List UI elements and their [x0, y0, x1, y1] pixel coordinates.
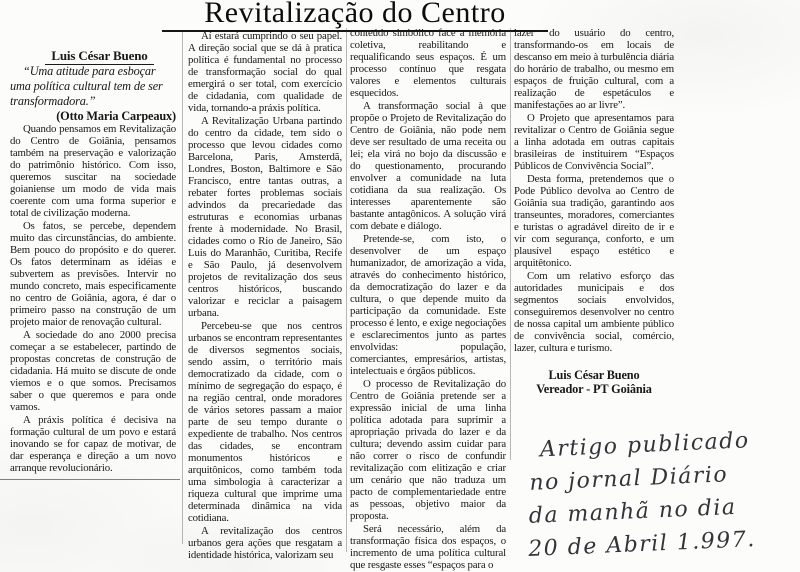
paragraph: Desta forma, pretendemos que o Pode Público devolva ao Centro de Goiânia sua tradição, garantindo aos transeuntes, moradores, comerciantes e turistas o agradável direito de ir e vir com segurança, conforto, e um plausível espaço estético e arquitêtonico. — [514, 173, 674, 269]
article-title: Revitalização do Centro — [162, 0, 548, 32]
column-divider-1 — [182, 32, 183, 544]
paragraph: A transformação social à que propõe o Projeto de Revitalização do Centro de Goiânia, não pode nem deve ser resultado de uma receita ou lei; ela virá no bojo da discussão e do questionamento, procurando envolver a comunidade na luta cotidiana da sua realização. Os interesses aparentemente são bastante antagônicos. A solução virá com debate e diálogo. — [350, 100, 506, 232]
paragraph: A revitalização dos centros urbanos gera ações que resgatam a identidade histórica, valorizam seu — [188, 525, 342, 561]
quote-attribution: (Otto Maria Carpeaux) — [56, 109, 176, 123]
column-divider-3 — [510, 28, 511, 460]
paragraph: conteúdo simbólico face a memória coletiva, reabilitando e requalificando seus espaços. É um processo contínuo que resgata valores e elementos culturais esquecidos. — [350, 27, 506, 99]
paragraph: A Revitalização Urbana partindo do centro da cidade, tem sido o processo que levou cidades como Barcelona, Paris, Amsterdã, Londres, Boston, Baltimore e São Francisco, entre tantas outras, a rebater fortes problemas sociais advindos da precariedade das estruturas e economias urbanas frente à modernidade. No Brasil, cidades como o Rio de Janeiro, São Luis do Maranhão, Curitiba, Recife e São Paulo, já desenvolvem projetos de revitalização dos seus centros históricos, buscando valorizar e reciclar a paisagem urbana. — [188, 115, 342, 319]
column-4 — [514, 27, 674, 396]
paragraph: O Projeto que apresentamos para revitalizar o Centro de Goiânia segue a linha adotada em outras capitais brasileiras de instituirem “Espaços Públicos de Convivência Social”. — [514, 112, 674, 172]
paragraph: Será necessário, além da transformação física dos espaços, o incremento de uma política cultural que resgaste esses “espaços para o — [350, 523, 506, 571]
author-byline: Luis César Bueno — [10, 48, 176, 63]
handwritten-line: no jornal Diário — [528, 462, 729, 496]
paragraph: Percebeu-se que nos centros urbanos se encontram representantes de diversos segmentos sociais, sendo assim, o território mais democratizado da cidade, com o mínimo de segregação do espaço, é na região central, onde moradores de vários setores passam a maior parte de seu tempo durante o expediente de trabalho. Nos centros das cidades, se encontram monumentos históricos e arquitônicos, como também toda uma simbologia à caracterizar a riqueza cultural que imprime uma determinada dinâmica na vida cotidiana. — [188, 320, 342, 524]
column-1 — [10, 48, 176, 475]
handwritten-line: Artigo publicado — [539, 428, 751, 463]
paragraph: A práxis política é decisiva na formação cultural de um povo e estará inovando se for capaz de motivar, de dar esperança e direção a um novo arranque revolucionário. — [10, 414, 176, 474]
scan-artifact-line — [0, 479, 180, 480]
paragraph: Os fatos, se percebe, dependem muito das circunstâncias, do ambiente. Bem pouco do propósito e do querer. Os fatos determinam as idéias e subvertem as previsões. Intervir no mundo concreto, mais especificamente no centro de Goiânia, agora, é dar o primeiro passo na construção de um projeto maior de renovação cultural. — [10, 220, 176, 328]
paragraph: A sociedade do ano 2000 precisa começar a se estabelecer, partindo de propostas concretas de construção de cidadania. Há muito se discute de onde viemos e o que somos. Precisamos saber o que queremos e para onde vamos. — [10, 329, 176, 413]
column-2 — [188, 30, 342, 562]
handwritten-note — [523, 422, 800, 566]
paragraph: O processo de Revitalização do Centro de Goiânia pretende ser a expressão inicial de uma linha política adotada para suprimir a apropriação privada do lazer e da cultura; devendo assim cuidar para não correr o risco de confundir revitalização com elitização e criar um cenário que não traduza um pacto de complementariedade entre as pessoas, objetivo maior da proposta. — [350, 378, 506, 522]
paragraph: Quando pensamos em Revitalização do Centro de Goiânia, pensamos também na preservação e valorização do patrimônio histórico. Com isso, queremos suscitar na sociedade goianiense um modo de vida mais coerente com uma forma superior e total de civilização moderna. — [10, 123, 176, 219]
column-3 — [350, 27, 506, 572]
paragraph: Com um relativo esforço das autoridades municipais e dos segmentos sociais envolvidos, conseguiremos desenvolver no centro de nossa capital um ambiente público de convivência social, comércio, lazer, cultura e turismo. — [514, 270, 674, 354]
signature-name: Luis César Bueno — [548, 368, 640, 382]
column-divider-2 — [346, 28, 347, 552]
paragraph: Aí estará cumprindo o seu papel. A direção social que se dá à pratica política é fundamental no processo de transformação social do qual emergirá o ser total, com exercício de cidadania, com qualidade de vida, tornando-a práxis política. — [188, 30, 342, 114]
signature-role: Vereador - PT Goiânia — [536, 382, 652, 396]
handwritten-line: 20 de Abril 1.997. — [527, 527, 757, 562]
pull-quote: “Uma atitude para esboçar uma política cultural tem de ser transformadora.” — [10, 64, 163, 108]
paragraph: lazer do usuário do centro, transformando-os em locais de descanso em meio à turbulência diária do horário de trabalho, ou mesmo em espaços de fruição cultural, com a realização de espetáculos e manifestações ao ar livre”. — [514, 27, 674, 111]
signature-block — [514, 368, 674, 396]
handwritten-line: da manhã no dia — [528, 494, 737, 529]
paragraph: Pretende-se, com isto, o desenvolver de um espaço humanizador, de amorização a vida, através do conhecimento histórico, da democratização do lazer e da cultura, o que depende muito da participação da comunidade. Este processo é lento, e exige negociações e esclarecimentos junto as partes envolvidas: população, comerciantes, empresários, artistas, intelectuais e órgãos públicos. — [350, 233, 506, 377]
